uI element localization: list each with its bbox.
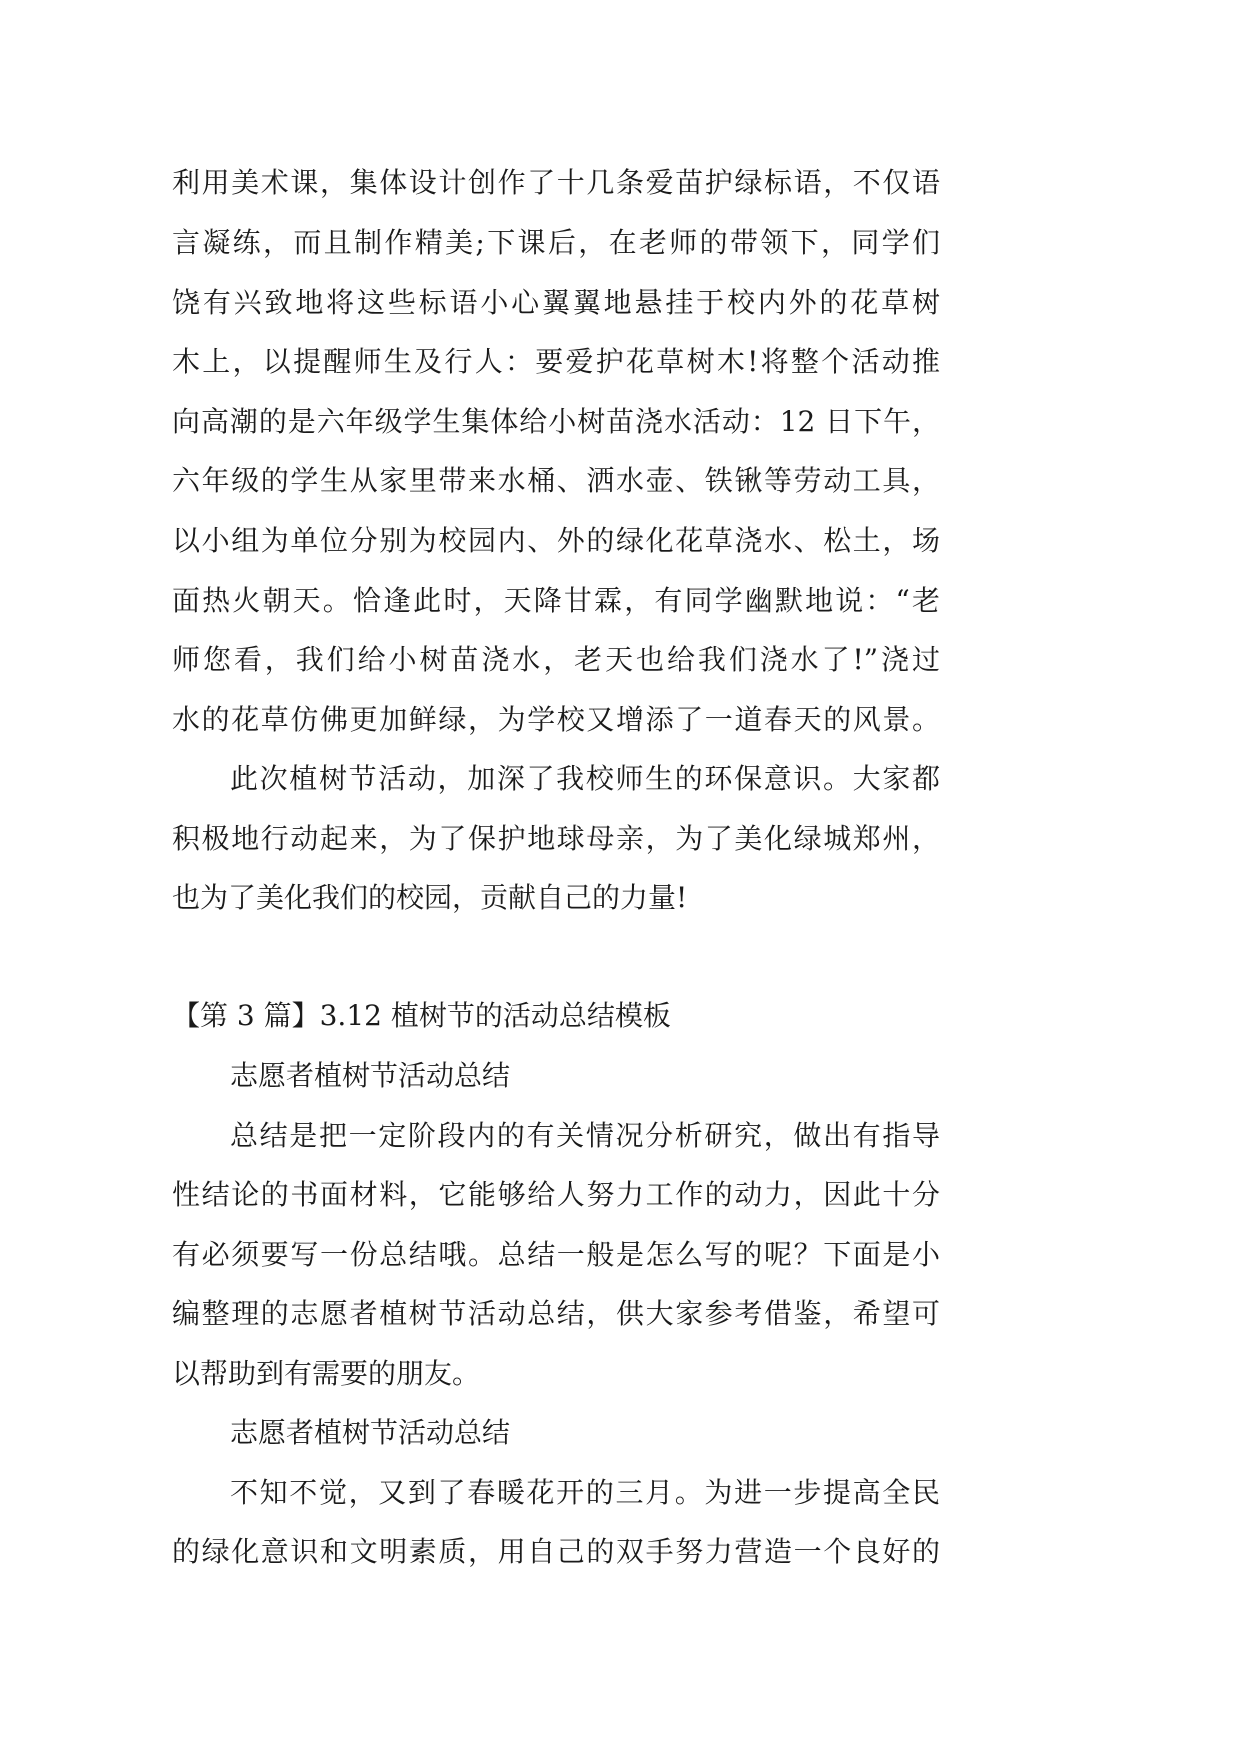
text-line: 此次植树节活动，加深了我校师生的环保意识。大家都	[230, 762, 940, 795]
text-line: 利用美术课，集体设计创作了十几条爱苗护绿标语，不仅语	[172, 166, 940, 199]
text-line: 向高潮的是六年级学生集体给小树苗浇水活动：12 日下午，	[172, 405, 940, 438]
text-line: 积极地行动起来，为了保护地球母亲，为了美化绿城郑州，	[172, 822, 940, 855]
text-line: 六年级的学生从家里带来水桶、洒水壶、铁锹等劳动工具，	[172, 464, 940, 497]
text-line: 水的花草仿佛更加鲜绿，为学校又增添了一道春天的风景。	[172, 703, 940, 736]
text-line: 有必须要写一份总结哦。总结一般是怎么写的呢？下面是小	[172, 1238, 940, 1271]
section-subtitle: 志愿者植树节活动总结	[230, 1416, 511, 1449]
text-line: 师您看，我们给小树苗浇水，老天也给我们浇水了!”浇过	[172, 643, 940, 676]
text-line: 饶有兴致地将这些标语小心翼翼地悬挂于校内外的花草树	[172, 286, 940, 319]
text-line: 编整理的志愿者植树节活动总结，供大家参考借鉴，希望可	[172, 1297, 940, 1330]
text-line: 以帮助到有需要的朋友。	[172, 1357, 481, 1390]
text-line: 的绿化意识和文明素质，用自己的双手努力营造一个良好的	[172, 1535, 940, 1568]
text-line: 也为了美化我们的校园，贡献自己的力量!	[172, 881, 688, 914]
text-line: 性结论的书面材料，它能够给人努力工作的动力，因此十分	[172, 1178, 940, 1211]
text-line: 言凝练，而且制作精美;下课后，在老师的带领下，同学们	[172, 226, 940, 259]
text-line: 面热火朝天。恰逢此时，天降甘霖，有同学幽默地说：“老	[172, 584, 940, 617]
text-line: 木上，以提醒师生及行人：要爱护花草树木!将整个活动推	[172, 345, 940, 378]
section-subtitle: 志愿者植树节活动总结	[230, 1059, 511, 1092]
section-heading: 【第 3 篇】3.12 植树节的活动总结模板	[172, 999, 671, 1032]
text-line: 以小组为单位分别为校园内、外的绿化花草浇水、松土，场	[172, 524, 940, 557]
text-line: 不知不觉，又到了春暖花开的三月。为进一步提高全民	[230, 1476, 940, 1509]
text-line: 总结是把一定阶段内的有关情况分析研究，做出有指导	[230, 1119, 940, 1152]
